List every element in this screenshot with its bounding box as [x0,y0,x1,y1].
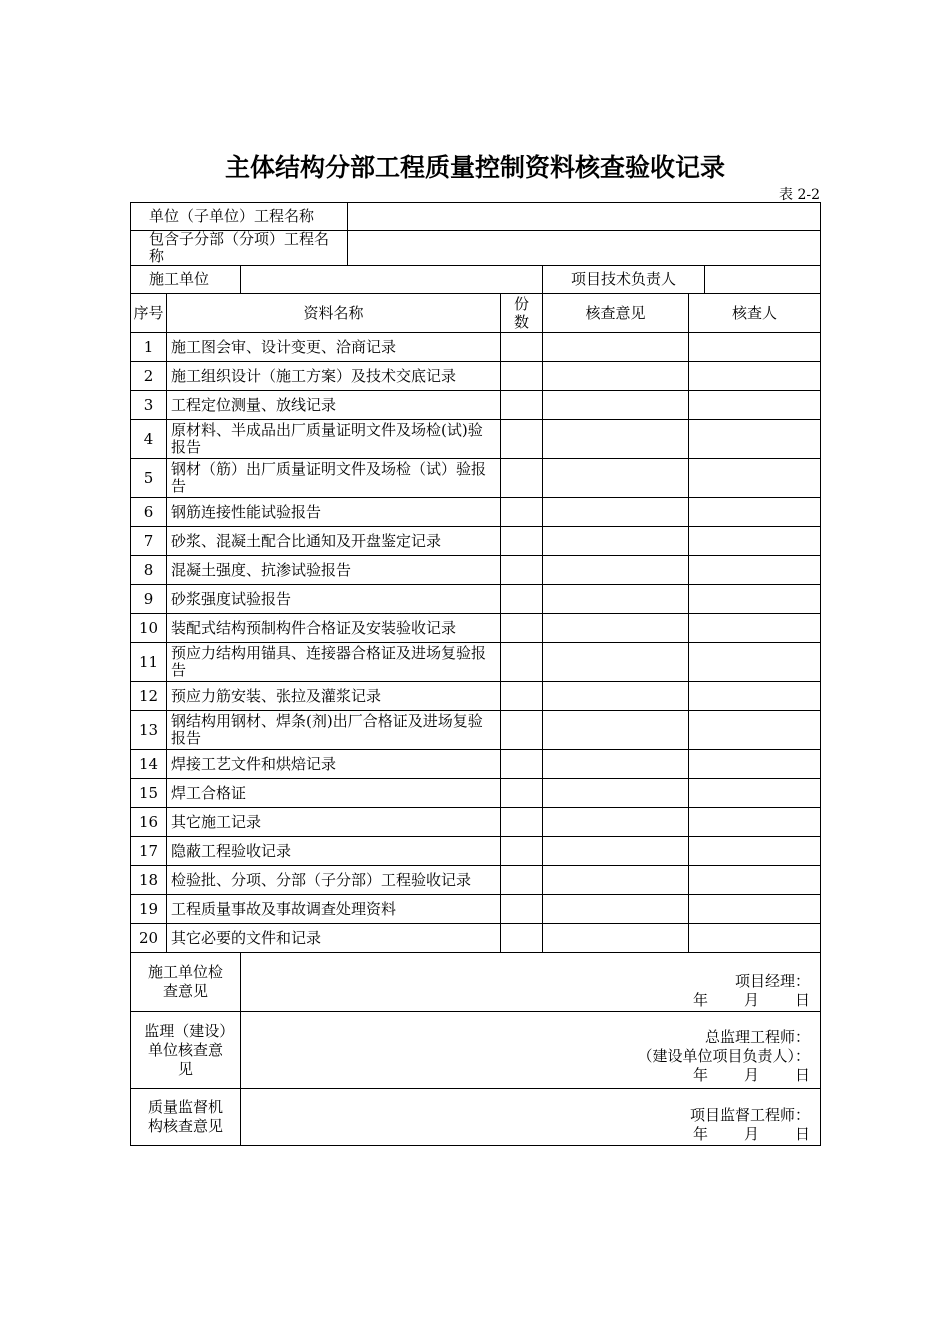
row-checker-field[interactable] [689,711,821,750]
row-copies-field[interactable] [501,779,543,808]
row-document-name: 砂浆强度试验报告 [167,585,501,614]
row-opinion-field[interactable] [543,808,689,837]
table-row [131,391,821,420]
row-number: 14 [131,750,167,779]
col-checker: 核查人 [689,294,821,333]
table-row [131,837,821,866]
row-opinion-field[interactable] [543,527,689,556]
record-table [130,202,821,1146]
row-opinion-field[interactable] [543,711,689,750]
row-number: 9 [131,585,167,614]
col-opinion: 核查意见 [543,294,689,333]
row-checker-field[interactable] [689,643,821,682]
row-copies-field[interactable] [501,527,543,556]
row-checker-field[interactable] [689,924,821,953]
construction-unit-field[interactable] [241,266,543,294]
day-label: 日 [795,1125,811,1143]
row-number: 19 [131,895,167,924]
row-number: 7 [131,527,167,556]
row-copies-field[interactable] [501,362,543,391]
row-copies-field[interactable] [501,895,543,924]
tech-lead-label: 项目技术负责人 [543,266,705,294]
table-row [131,895,821,924]
table-row [131,527,821,556]
col-name: 资料名称 [167,294,501,333]
row-number: 12 [131,682,167,711]
row-opinion-field[interactable] [543,895,689,924]
row-document-name: 预应力结构用锚具、连接器合格证及进场复验报告 [167,643,501,682]
row-copies-field[interactable] [501,866,543,895]
row-document-name: 混凝土强度、抗渗试验报告 [167,556,501,585]
row-copies-field[interactable] [501,643,543,682]
sub-name-field[interactable] [348,231,821,266]
project-manager-label: 项目经理： [735,972,811,990]
signoff-construction-caption: 施工单位检查意见 [131,953,241,1012]
row-opinion-field[interactable] [543,585,689,614]
row-checker-field[interactable] [689,556,821,585]
row-document-name: 其它施工记录 [167,808,501,837]
row-copies-field[interactable] [501,682,543,711]
signoff-quality-field[interactable] [241,1089,821,1146]
row-opinion-field[interactable] [543,614,689,643]
row-checker-field[interactable] [689,498,821,527]
row-number: 20 [131,924,167,953]
month-label: 月 [743,991,759,1009]
row-copies-field[interactable] [501,924,543,953]
row-document-name: 工程质量事故及事故调查处理资料 [167,895,501,924]
signoff-quality-caption: 质量监督机构核查意见 [131,1089,241,1146]
row-document-name: 焊接工艺文件和烘焙记录 [167,750,501,779]
year-label: 年 [692,991,708,1009]
row-opinion-field[interactable] [543,682,689,711]
row-number: 2 [131,362,167,391]
row-checker-field[interactable] [689,391,821,420]
day-label: 日 [795,991,811,1009]
row-checker-field[interactable] [689,362,821,391]
row-number: 16 [131,808,167,837]
table-row [131,750,821,779]
row-checker-field[interactable] [689,750,821,779]
row-document-name: 装配式结构预制构件合格证及安装验收记录 [167,614,501,643]
chief-supervisor-label: 总监理工程师： [705,1028,811,1046]
table-row [131,459,821,498]
row-checker-field[interactable] [689,779,821,808]
row-opinion-field[interactable] [543,837,689,866]
row-opinion-field[interactable] [543,556,689,585]
row-checker-field[interactable] [689,527,821,556]
table-row [131,333,821,362]
row-checker-field[interactable] [689,614,821,643]
row-document-name: 隐蔽工程验收记录 [167,837,501,866]
year-label: 年 [692,1125,708,1143]
row-document-name: 砂浆、混凝土配合比通知及开盘鉴定记录 [167,527,501,556]
signoff-construction-field[interactable] [241,953,821,1012]
unit-name-row [131,203,821,231]
row-copies-field[interactable] [501,808,543,837]
record-form [130,202,820,1146]
construction-unit-label: 施工单位 [131,266,241,294]
row-copies-field[interactable] [501,420,543,459]
row-document-name: 工程定位测量、放线记录 [167,391,501,420]
col-copies: 份数 [501,294,543,333]
row-opinion-field[interactable] [543,866,689,895]
table-number: 表 2-2 [779,187,820,203]
signoff-quality [131,1089,821,1146]
month-label: 月 [743,1125,759,1143]
table-row [131,779,821,808]
row-number: 5 [131,459,167,498]
row-opinion-field[interactable] [543,333,689,362]
signoff-construction [131,953,821,1012]
signoff-supervision [131,1012,821,1089]
row-number: 3 [131,391,167,420]
table-row [131,614,821,643]
row-number: 10 [131,614,167,643]
row-copies-field[interactable] [501,391,543,420]
row-opinion-field[interactable] [543,420,689,459]
unit-name-label: 单位（子单位）工程名称 [131,203,348,231]
table-row [131,866,821,895]
row-checker-field[interactable] [689,866,821,895]
tech-lead-field[interactable] [705,266,821,294]
row-number: 17 [131,837,167,866]
row-copies-field[interactable] [501,711,543,750]
day-label: 日 [795,1066,811,1084]
row-document-name: 其它必要的文件和记录 [167,924,501,953]
table-row [131,682,821,711]
row-number: 4 [131,420,167,459]
construction-unit-row [131,266,821,294]
row-opinion-field[interactable] [543,459,689,498]
row-number: 18 [131,866,167,895]
row-document-name: 检验批、分项、分部（子分部）工程验收记录 [167,866,501,895]
row-copies-field[interactable] [501,585,543,614]
row-document-name: 钢筋连接性能试验报告 [167,498,501,527]
record-rows [131,333,821,953]
row-document-name: 钢结构用钢材、焊条(剂)出厂合格证及进场复验报告 [167,711,501,750]
row-opinion-field[interactable] [543,643,689,682]
table-row [131,643,821,682]
row-copies-field[interactable] [501,614,543,643]
row-document-name: 预应力筋安装、张拉及灌浆记录 [167,682,501,711]
col-no: 序号 [131,294,167,333]
signoff-supervision-caption: 监理（建设）单位核查意见 [131,1012,241,1089]
sub-name-row [131,231,821,266]
row-document-name: 焊工合格证 [167,779,501,808]
table-row [131,585,821,614]
year-label: 年 [692,1066,708,1084]
row-copies-field[interactable] [501,750,543,779]
sub-name-label: 包含子分部（分项）工程名称 [131,231,348,266]
table-row [131,556,821,585]
row-copies-field[interactable] [501,498,543,527]
row-copies-field[interactable] [501,333,543,362]
row-number: 15 [131,779,167,808]
row-checker-field[interactable] [689,808,821,837]
row-document-name: 钢材（筋）出厂质量证明文件及场检（试）验报告 [167,459,501,498]
row-number: 11 [131,643,167,682]
signoff-supervision-field[interactable] [241,1012,821,1089]
row-document-name: 施工组织设计（施工方案）及技术交底记录 [167,362,501,391]
row-document-name: 原材料、半成品出厂质量证明文件及场检(试)验报告 [167,420,501,459]
table-row [131,362,821,391]
table-row [131,420,821,459]
table-row [131,924,821,953]
unit-name-field[interactable] [348,203,821,231]
row-number: 6 [131,498,167,527]
table-row [131,808,821,837]
row-opinion-field[interactable] [543,391,689,420]
row-checker-field[interactable] [689,585,821,614]
row-copies-field[interactable] [501,837,543,866]
row-opinion-field[interactable] [543,750,689,779]
row-number: 1 [131,333,167,362]
row-checker-field[interactable] [689,682,821,711]
row-document-name: 施工图会审、设计变更、洽商记录 [167,333,501,362]
row-opinion-field[interactable] [543,498,689,527]
row-number: 13 [131,711,167,750]
row-checker-field[interactable] [689,459,821,498]
row-copies-field[interactable] [501,459,543,498]
row-checker-field[interactable] [689,837,821,866]
row-checker-field[interactable] [689,895,821,924]
owner-lead-label: （建设单位项目负责人）： [637,1047,811,1065]
row-opinion-field[interactable] [543,362,689,391]
table-row [131,711,821,750]
column-header-row [131,294,821,333]
table-row [131,498,821,527]
month-label: 月 [743,1066,759,1084]
row-opinion-field[interactable] [543,779,689,808]
row-checker-field[interactable] [689,420,821,459]
row-opinion-field[interactable] [543,924,689,953]
supervising-engineer-label: 项目监督工程师： [690,1106,811,1124]
row-number: 8 [131,556,167,585]
row-copies-field[interactable] [501,556,543,585]
page-title: 主体结构分部工程质量控制资料核查验收记录 [224,153,725,182]
row-checker-field[interactable] [689,333,821,362]
